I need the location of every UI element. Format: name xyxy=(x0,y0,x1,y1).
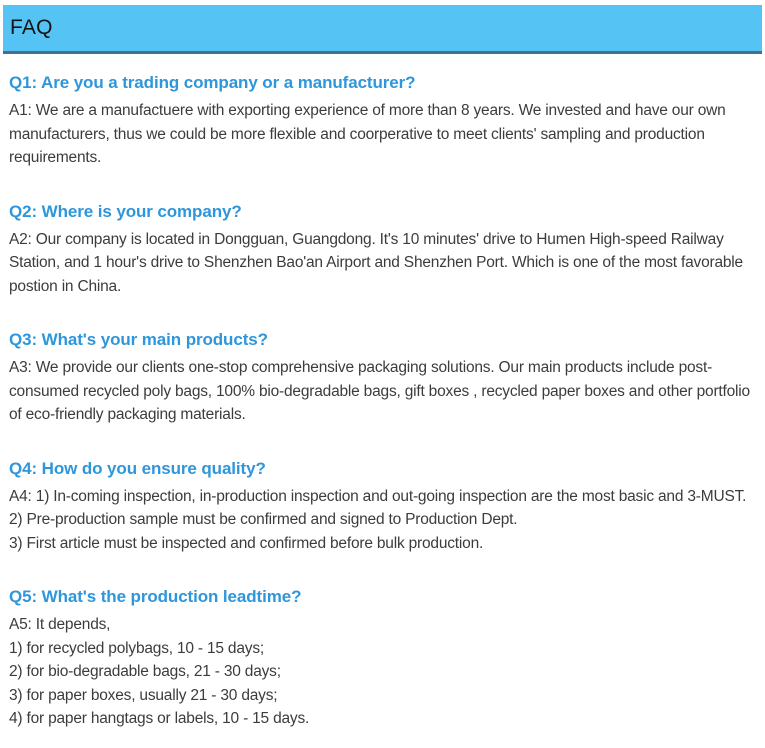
faq-answer xyxy=(9,485,756,556)
faq-answer-line: 3) First article must be inspected and confirmed before bulk production. xyxy=(9,534,484,552)
faq-item xyxy=(9,587,756,731)
faq-answer-line: 1) for recycled polybags, 10 - 15 days; xyxy=(9,639,264,657)
faq-answer-line: A1: We are a manufactuere with exporting experience of more than 8 years. We invested and have our own manufacturers, thus we could be more flexible and coorperative to meet clients' sampling and production requirements. xyxy=(9,102,726,166)
faq-question-heading: Q1: Are you a trading company or a manufacturer? xyxy=(9,73,416,92)
faq-answer xyxy=(9,356,756,427)
faq-answer xyxy=(9,613,756,731)
faq-question-heading: Q3: What's your main products? xyxy=(9,330,268,349)
faq-answer-line: A3: We provide our clients one-stop comprehensive packaging solutions. Our main products include post-consumed recycled poly bags, 100% bio-degradable bags, gift boxes , recycled paper boxes and other portfolio of eco-friendly packaging materials. xyxy=(9,359,750,423)
faq-answer-line: 2) for bio-degradable bags, 21 - 30 days; xyxy=(9,663,281,680)
faq-section-title: FAQ xyxy=(10,16,53,39)
faq-question-heading: Q5: What's the production leadtime? xyxy=(9,587,302,606)
faq-answer-line: 4) for paper hangtags or labels, 10 - 15 days. xyxy=(9,710,310,727)
faq-item xyxy=(9,202,756,299)
faq-item xyxy=(9,73,756,170)
faq-answer xyxy=(9,228,756,299)
faq-answer-line: 2) Pre-production sample must be confirmed and signed to Production Dept. xyxy=(9,511,518,528)
faq-answer-line: A5: It depends, xyxy=(9,616,111,633)
faq-item xyxy=(9,459,756,556)
faq-section-header-bar xyxy=(3,5,762,54)
faq-answer-line: A4: 1) In-coming inspection, in-production inspection and out-going inspection are the most basic and 3-MUST. xyxy=(9,487,747,505)
faq-question-heading: Q4: How do you ensure quality? xyxy=(9,458,266,478)
faq-item xyxy=(9,330,756,427)
faq-list xyxy=(3,73,762,731)
faq-question-heading: Q2: Where is your company? xyxy=(9,201,242,221)
faq-answer-line: A2: Our company is located in Dongguan, Guangdong. It's 10 minutes' drive to Humen High-speed Railway Station, and 1 hour's drive to Shenzhen Bao'an Airport and Shenzhen Port. Which is one of the most favorable postion in China. xyxy=(9,230,743,295)
faq-answer-line: 3) for paper boxes, usually 21 - 30 days; xyxy=(9,686,278,704)
faq-answer xyxy=(9,99,756,170)
